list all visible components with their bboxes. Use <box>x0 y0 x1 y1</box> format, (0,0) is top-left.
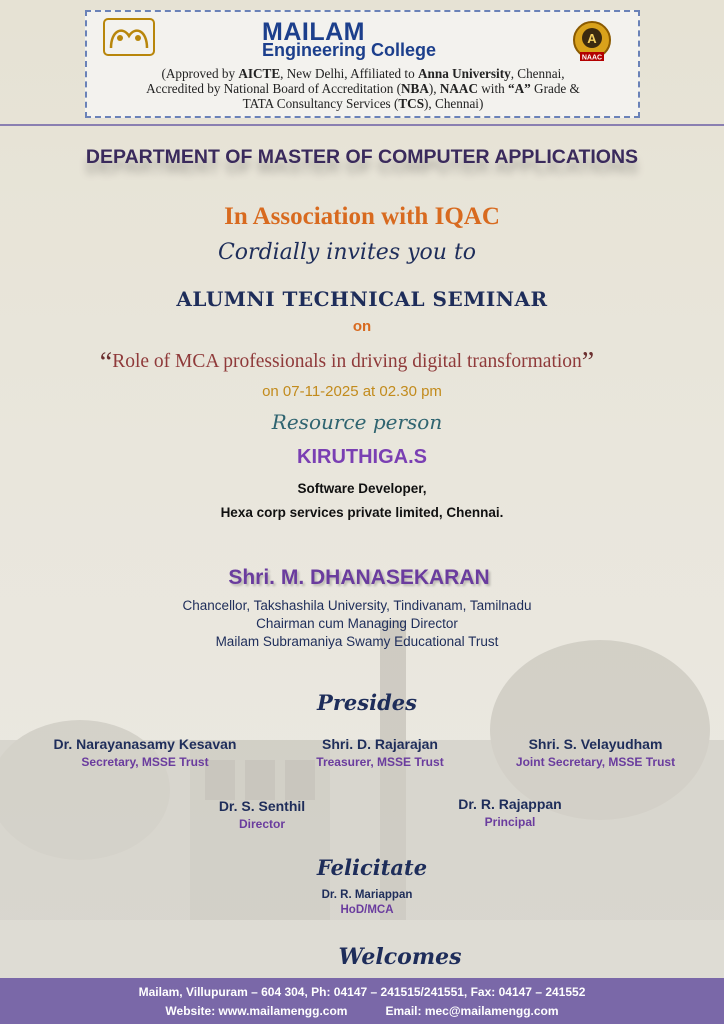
resource-person-name: KIRUTHIGA.S <box>297 446 427 468</box>
footer-email[interactable]: Email: mec@mailamengg.com <box>385 1004 559 1018</box>
chief-designation-2: Chairman cum Managing Director <box>256 616 458 631</box>
chief-name: Shri. M. DHANASEKARAN <box>228 566 490 589</box>
presider-card <box>285 736 475 769</box>
footer-website[interactable]: Website: www.mailamengg.com <box>165 1004 348 1018</box>
felicitate-role: HoD/MCA <box>340 904 394 916</box>
topic-text: Role of MCA professionals in driving digital transformation <box>112 351 582 372</box>
chief-designation-3: Mailam Subramaniya Swamy Educational Trust <box>215 634 499 649</box>
footer-bar <box>0 978 724 1024</box>
event-date-time: on 07-11-2025 at 02.30 pm <box>262 383 442 400</box>
presider-role: Treasurer, MSSE Trust <box>316 755 444 769</box>
close-quote: ” <box>581 347 595 378</box>
presider-name: Dr. R. Rajappan <box>458 796 562 812</box>
presider-role: Director <box>238 817 285 831</box>
on-label: on <box>352 318 372 335</box>
naac-a-grade-badge-icon <box>572 20 612 64</box>
felicitate-heading: Felicitate <box>316 855 428 880</box>
presider-card <box>483 736 708 769</box>
college-subtitle: Engineering College <box>262 40 437 60</box>
college-name: MAILAM <box>262 18 365 46</box>
presider-role: Joint Secretary, MSSE Trust <box>515 755 676 769</box>
department-title: DEPARTMENT OF MASTER OF COMPUTER APPLICATIONS <box>85 146 639 168</box>
presider-name: Shri. S. Velayudham <box>528 736 663 752</box>
resource-person-company: Hexa corp services private limited, Chennai. <box>220 505 504 520</box>
presider-card <box>430 796 590 829</box>
open-quote: “ <box>99 347 113 378</box>
header-divider <box>0 124 724 126</box>
naac-grade-text: A <box>587 31 597 46</box>
presides-heading: Presides <box>317 690 417 715</box>
footer-contact <box>0 1004 724 1018</box>
naac-label-text: NAAC <box>581 54 603 62</box>
presider-name: Dr. Narayanasamy Kesavan <box>53 736 237 752</box>
college-approval-text: (Approved by AICTE, New Delhi, Affiliated to Anna University, Chennai, Accredited by National Board of Accreditation (NBA), NAAC with “A” Grade & TATA Consultancy Services (TCS), Chennai) <box>146 66 580 111</box>
felicitate-name: Dr. R. Mariappan <box>321 889 413 901</box>
presider-role: Secretary, MSSE Trust <box>81 755 209 769</box>
event-title: ALUMNI TECHNICAL SEMINAR <box>176 287 548 311</box>
presider-role: Principal <box>484 815 536 829</box>
welcomes-heading: Welcomes <box>338 944 462 970</box>
seminar-topic <box>0 347 694 379</box>
invitation-line: Cordially invites you to <box>217 240 477 265</box>
presider-card <box>192 798 332 831</box>
presider-name: Dr. S. Senthil <box>218 798 306 814</box>
association-line: In Association with IQAC <box>224 203 500 230</box>
resource-person-role: Software Developer, <box>297 481 427 496</box>
presider-card <box>15 736 275 769</box>
footer-address: Mailam, Villupuram – 604 304, Ph: 04147 – 241515/241551, Fax: 04147 – 241552 <box>138 985 586 999</box>
resource-person-label: Resource person <box>271 410 443 434</box>
college-logo-icon <box>103 18 155 56</box>
presider-name: Shri. D. Rajarajan <box>322 736 438 752</box>
chief-designation-1: Chancellor, Takshashila University, Tindivanam, Tamilnadu <box>182 598 532 613</box>
